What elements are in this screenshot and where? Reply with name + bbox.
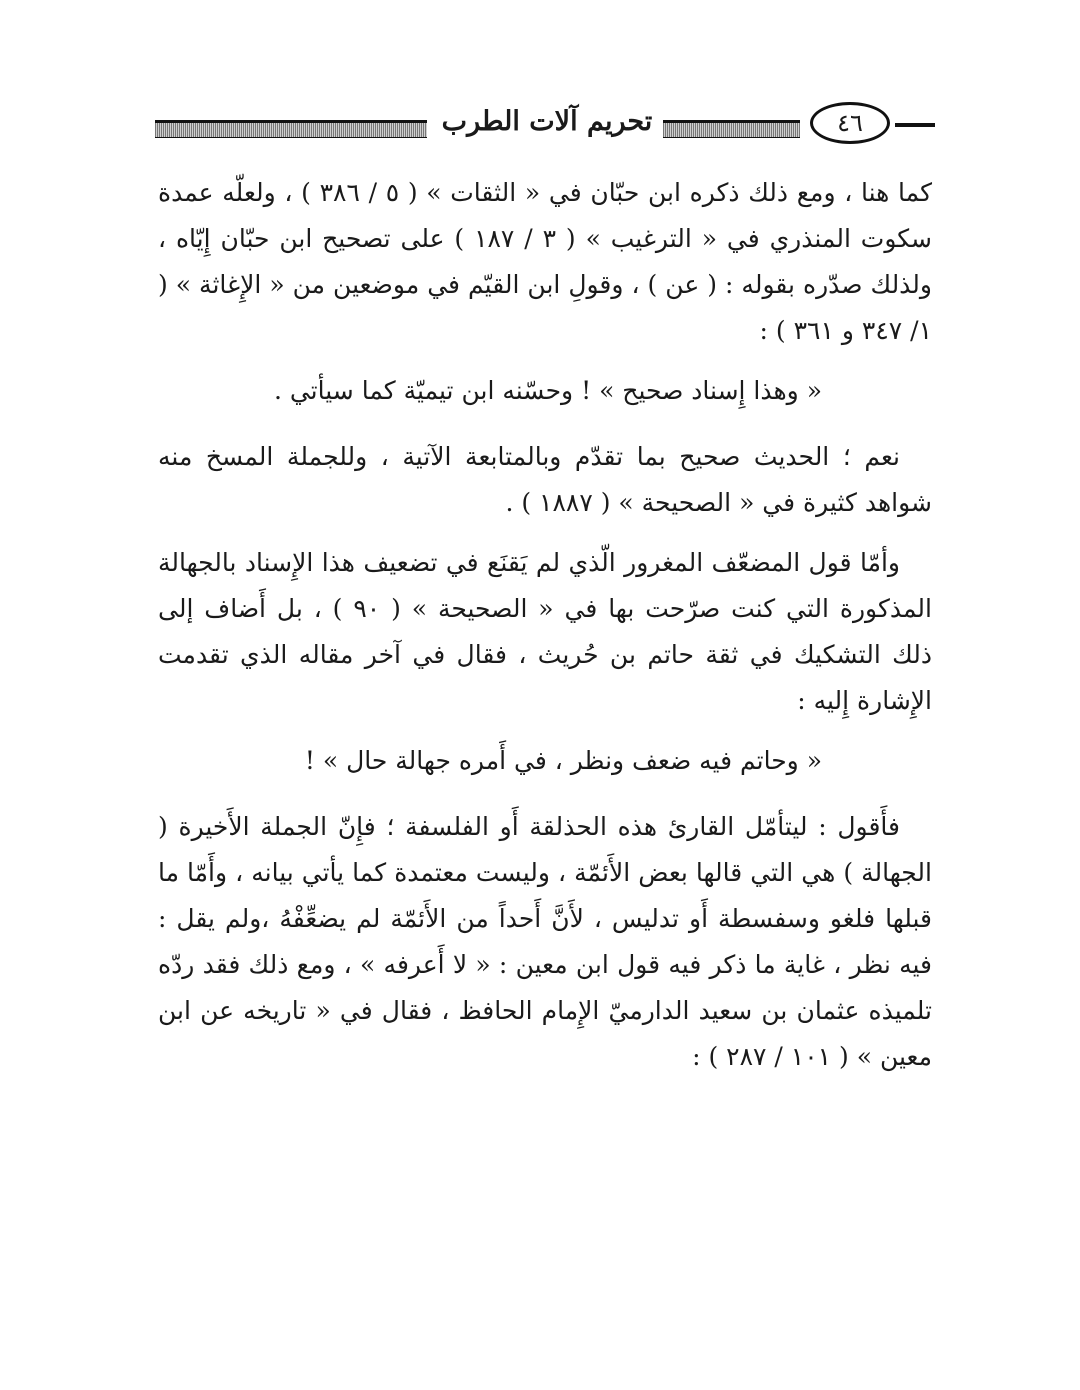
paragraph-3: وأمّا قول المضعّف المغرور الّذي لم يَقنَع في تضعيف هذا الإِسناد بالجهالة المذكورة التي كنت صرّحت بها في « الصحيحة » ( ٩٠ ) ، بل أَضاف إلى ذلك التشكيك في ثقة حاتم بن حُريث ، فقال في آخر مقاله الذي تقدمت الإِشارة إِليه : — [158, 548, 932, 715]
paragraph-4: فأَقول : ليتأمّل القارئ هذه الحذلقة أَو الفلسفة ؛ فإِنّ الجملة الأَخيرة ( الجهالة ) هي التي قالها بعض الأَئمّة ، وليست معتمدة كما يأتي بيانه ، وأَمّا ما قبلها فلغو وسفسطة أَو تدليس ، لأَنَّ أَحداً من الأَئمّة لم يضعِّفْهُ ،ولم يقل : فيه نظر ، غاية ما ذكر فيه قول ابن معين : « لا أَعرفه » ، ومع ذلك فقد ردّه تلميذه عثمان بن سعيد الدارميّ الإِمام الحافظ ، فقال في « تاريخه عن ابن معين » ( ١٠١ / ٢٨٧ ) : — [158, 812, 932, 1071]
body-text — [158, 170, 932, 1094]
page-header — [155, 96, 935, 152]
paragraph-2: نعم ؛ الحديث صحيح بما تقدّم وبالمتابعة الآتية ، وللجملة المسخ منه شواهد كثيرة في « الصحيحة » ( ١٨٨٧ ) . — [158, 442, 932, 517]
header-rule-left — [155, 120, 427, 138]
page-number: ٤٦ — [810, 102, 890, 144]
header-rule-middle — [663, 120, 800, 138]
quote-1: « وهذا إِسناد صحيح » ! وحسّنه ابن تيميّة كما سيأتي . — [273, 376, 822, 405]
paragraph-1: كما هنا ، ومع ذلك ذكره ابن حبّان في « الثقات » ( ٥ / ٣٨٦ ) ، ولعلّه عمدة سكوت المنذري في « الترغيب » ( ٣ / ١٨٧ ) على تصحيح ابن حبّان إِيّاه ، ولذلك صدّره بقوله : ( عن ) ، وقولِ ابن القيّم في موضعين من « الإِغاثة » ( ١/ ٣٤٧ و ٣٦١ ) : — [158, 178, 932, 345]
running-title: تحريم آلات الطرب — [441, 106, 653, 137]
header-rule-right — [895, 123, 935, 127]
quote-2: « وحاتم فيه ضعف ونظر ، في أَمره جهالة حال » ! — [304, 746, 822, 775]
